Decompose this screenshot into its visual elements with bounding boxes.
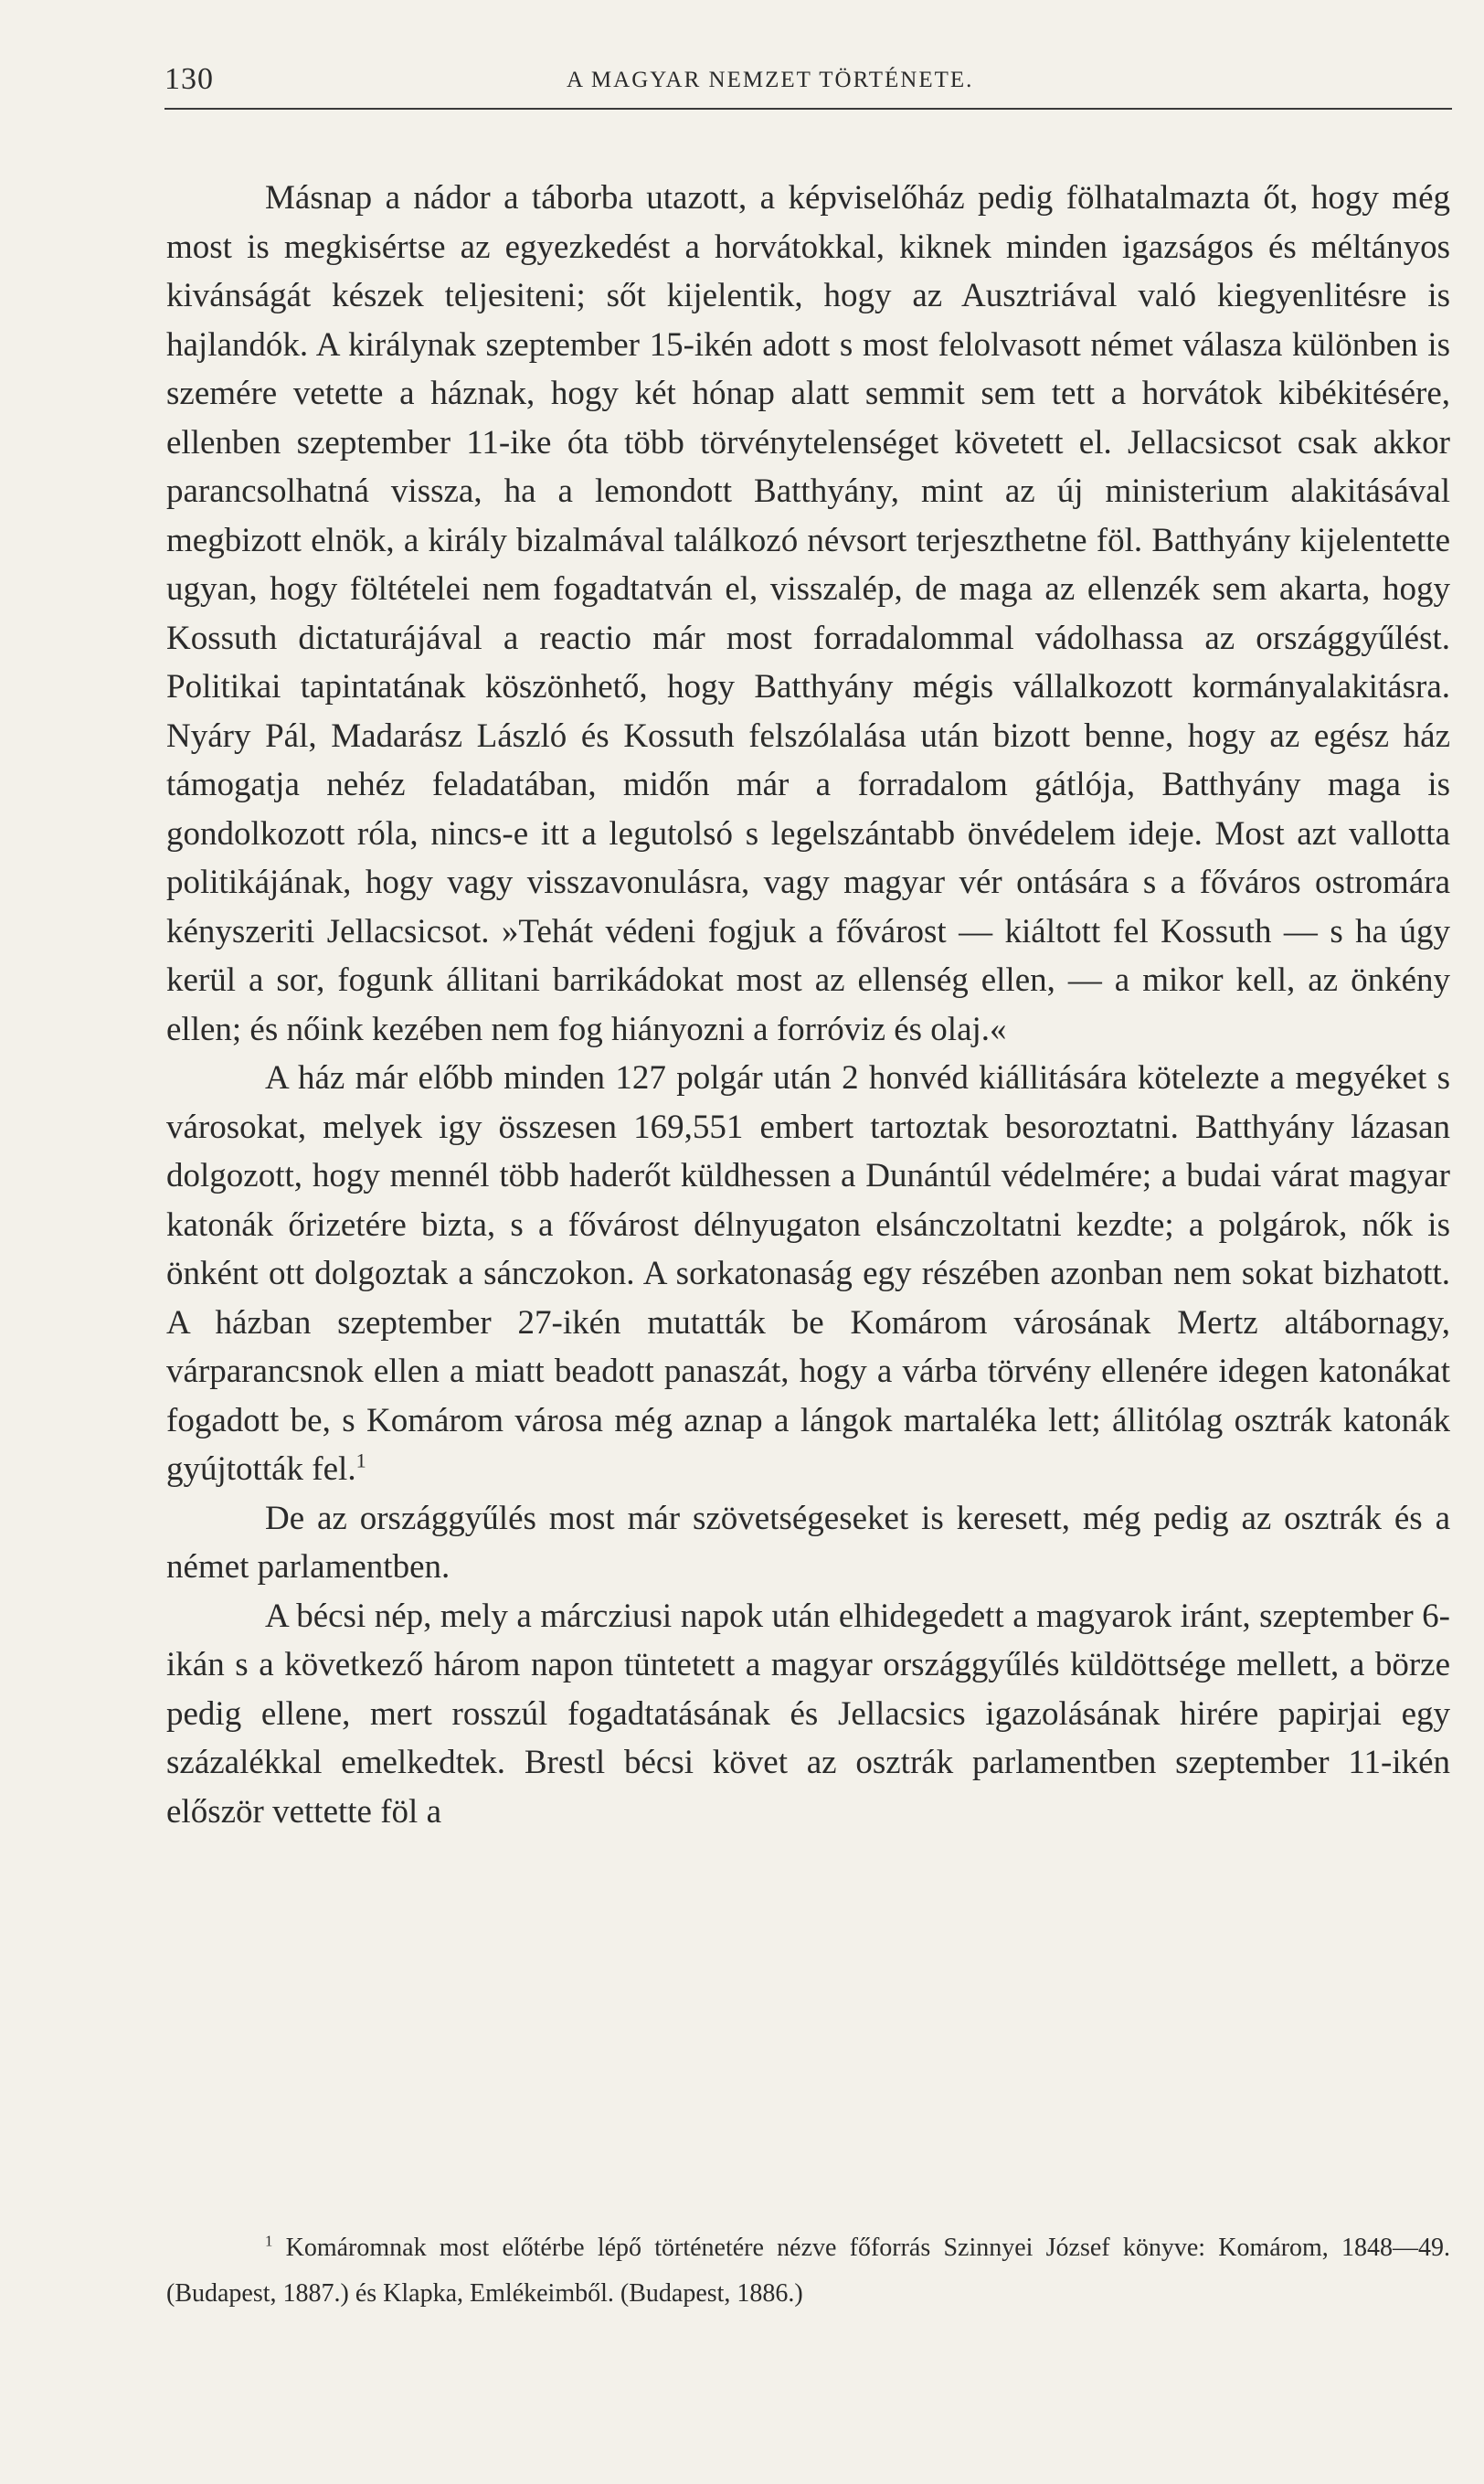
page-number: 130 (164, 62, 214, 96)
paragraph: De az országgyűlés most már szövetségeseket is keresett, még pedig az osztrák és a német parlamentben. (166, 1499, 1450, 1586)
footnote-text: Komáromnak most előtérbe lépő történetére nézve főforrás Szinnyei József könyve: Komárom, 1848—49. (Budapest, 1887.) és Klapka, Emlékeimből. (Budapest, 1886.) (166, 2234, 1451, 2308)
footnotes (166, 2225, 1450, 2317)
footnote-reference: 1 (355, 1449, 366, 1472)
page-header (164, 62, 1452, 110)
paragraph-text: A ház már előbb minden 127 polgár után 2 honvéd kiállitására kötelezte a megyéket s városokat, melyek igy összesen 169,551 embert tartoztak besoroztatni. Batthyány lázasan dolgozott, hogy mennél több haderőt küldhessen a Dunántúl védelmére; a budai várat magyar katonák őrizetére bizta, s a fővárost délnyugaton elsánczoltatni kezdte; a polgárok, nők is önként ott dolgoztak a sánczokon. A sorkatonaság egy részében azonban nem sokat bizhatott. A házban szeptember 27-ikén mutatták be Komárom városának Mertz altábornagy, várparancsnok ellen a miatt beadott panaszát, hogy a várba törvény ellenére idegen katonákat fogadott be, s Komárom városa még aznap a lángok martaléka lett; állitólag osztrák katonák gyújtották fel. (166, 1059, 1450, 1488)
paragraph: Másnap a nádor a táborba utazott, a képviselőház pedig fölhatalmazta őt, hogy még most is megkisértse az egyezkedést a horvátokkal, kiknek minden igazságos és méltányos kivánságát készek teljesiteni; sőt kijelentik, hogy az Ausztriával való kiegyenlitésre is hajlandók. A királynak szeptember 15-ikén adott s most felolvasott német válasza különben is szemére vetette a háznak, hogy két hónap alatt semmit sem tett a horvátok kibékitésére, ellenben szeptember 11-ike óta több törvénytelenséget követett el. Jellacsicsot csak akkor parancsolhatná vissza, ha a lemondott Batthyány, mint az új ministerium alakitásával megbizott elnök, a király bizalmával találkozó névsort terjeszthetne föl. Batthyány kijelentette ugyan, hogy föltételei nem fogadtatván el, visszalép, de maga az ellenzék sem akarta, hogy Kossuth dictaturájával a reactio már most forradalommal vádolhassa az országgyűlést. Politikai tapintatának köszönhető, hogy Batthyány mégis vállalkozott kormányalakitásra. Nyáry Pál, Madarász László és Kossuth felszólalása után bizott benne, hogy az egész ház támogatja nehéz feladatában, midőn már a forradalom gátlója, Batthyány maga is gondolkozott róla, nincs-e itt a legutolsó s legelszántabb önvédelem ideje. Most azt vallotta politikájának, hogy vagy visszavonulásra, vagy magyar vér ontására s a főváros ostromára kényszeriti Jellacsicsot. »Tehát védeni fogjuk a fővárost — kiáltott fel Kossuth — s ha úgy kerül a sor, fogunk állitani barrikádokat most az ellenség ellen, — a mikor kell, az önkény ellen; és nőink kezében nem fog hiányozni a forróviz és olaj.« (166, 179, 1450, 1048)
running-title: A MAGYAR NEMZET TÖRTÉNETE. (567, 68, 974, 92)
footnote-mark: 1 (265, 2232, 273, 2250)
footnote (166, 2225, 1450, 2317)
paragraph (166, 1054, 1450, 1494)
body-text (166, 174, 1450, 1836)
paragraph: A bécsi nép, mely a márcziusi napok után elhidegedett a magyarok iránt, szeptember 6-ikán s a következő három napon tüntetett a magyar országgyűlés küldöttsége mellett, a börze pedig ellene, mert rosszúl fogadtatásának és Jellacsics igazolásának hirére papirjai egy százalékkal emelkedtek. Brestl bécsi követ az osztrák parlamentben szeptember 11-ikén először vettette föl a (166, 1597, 1450, 1831)
